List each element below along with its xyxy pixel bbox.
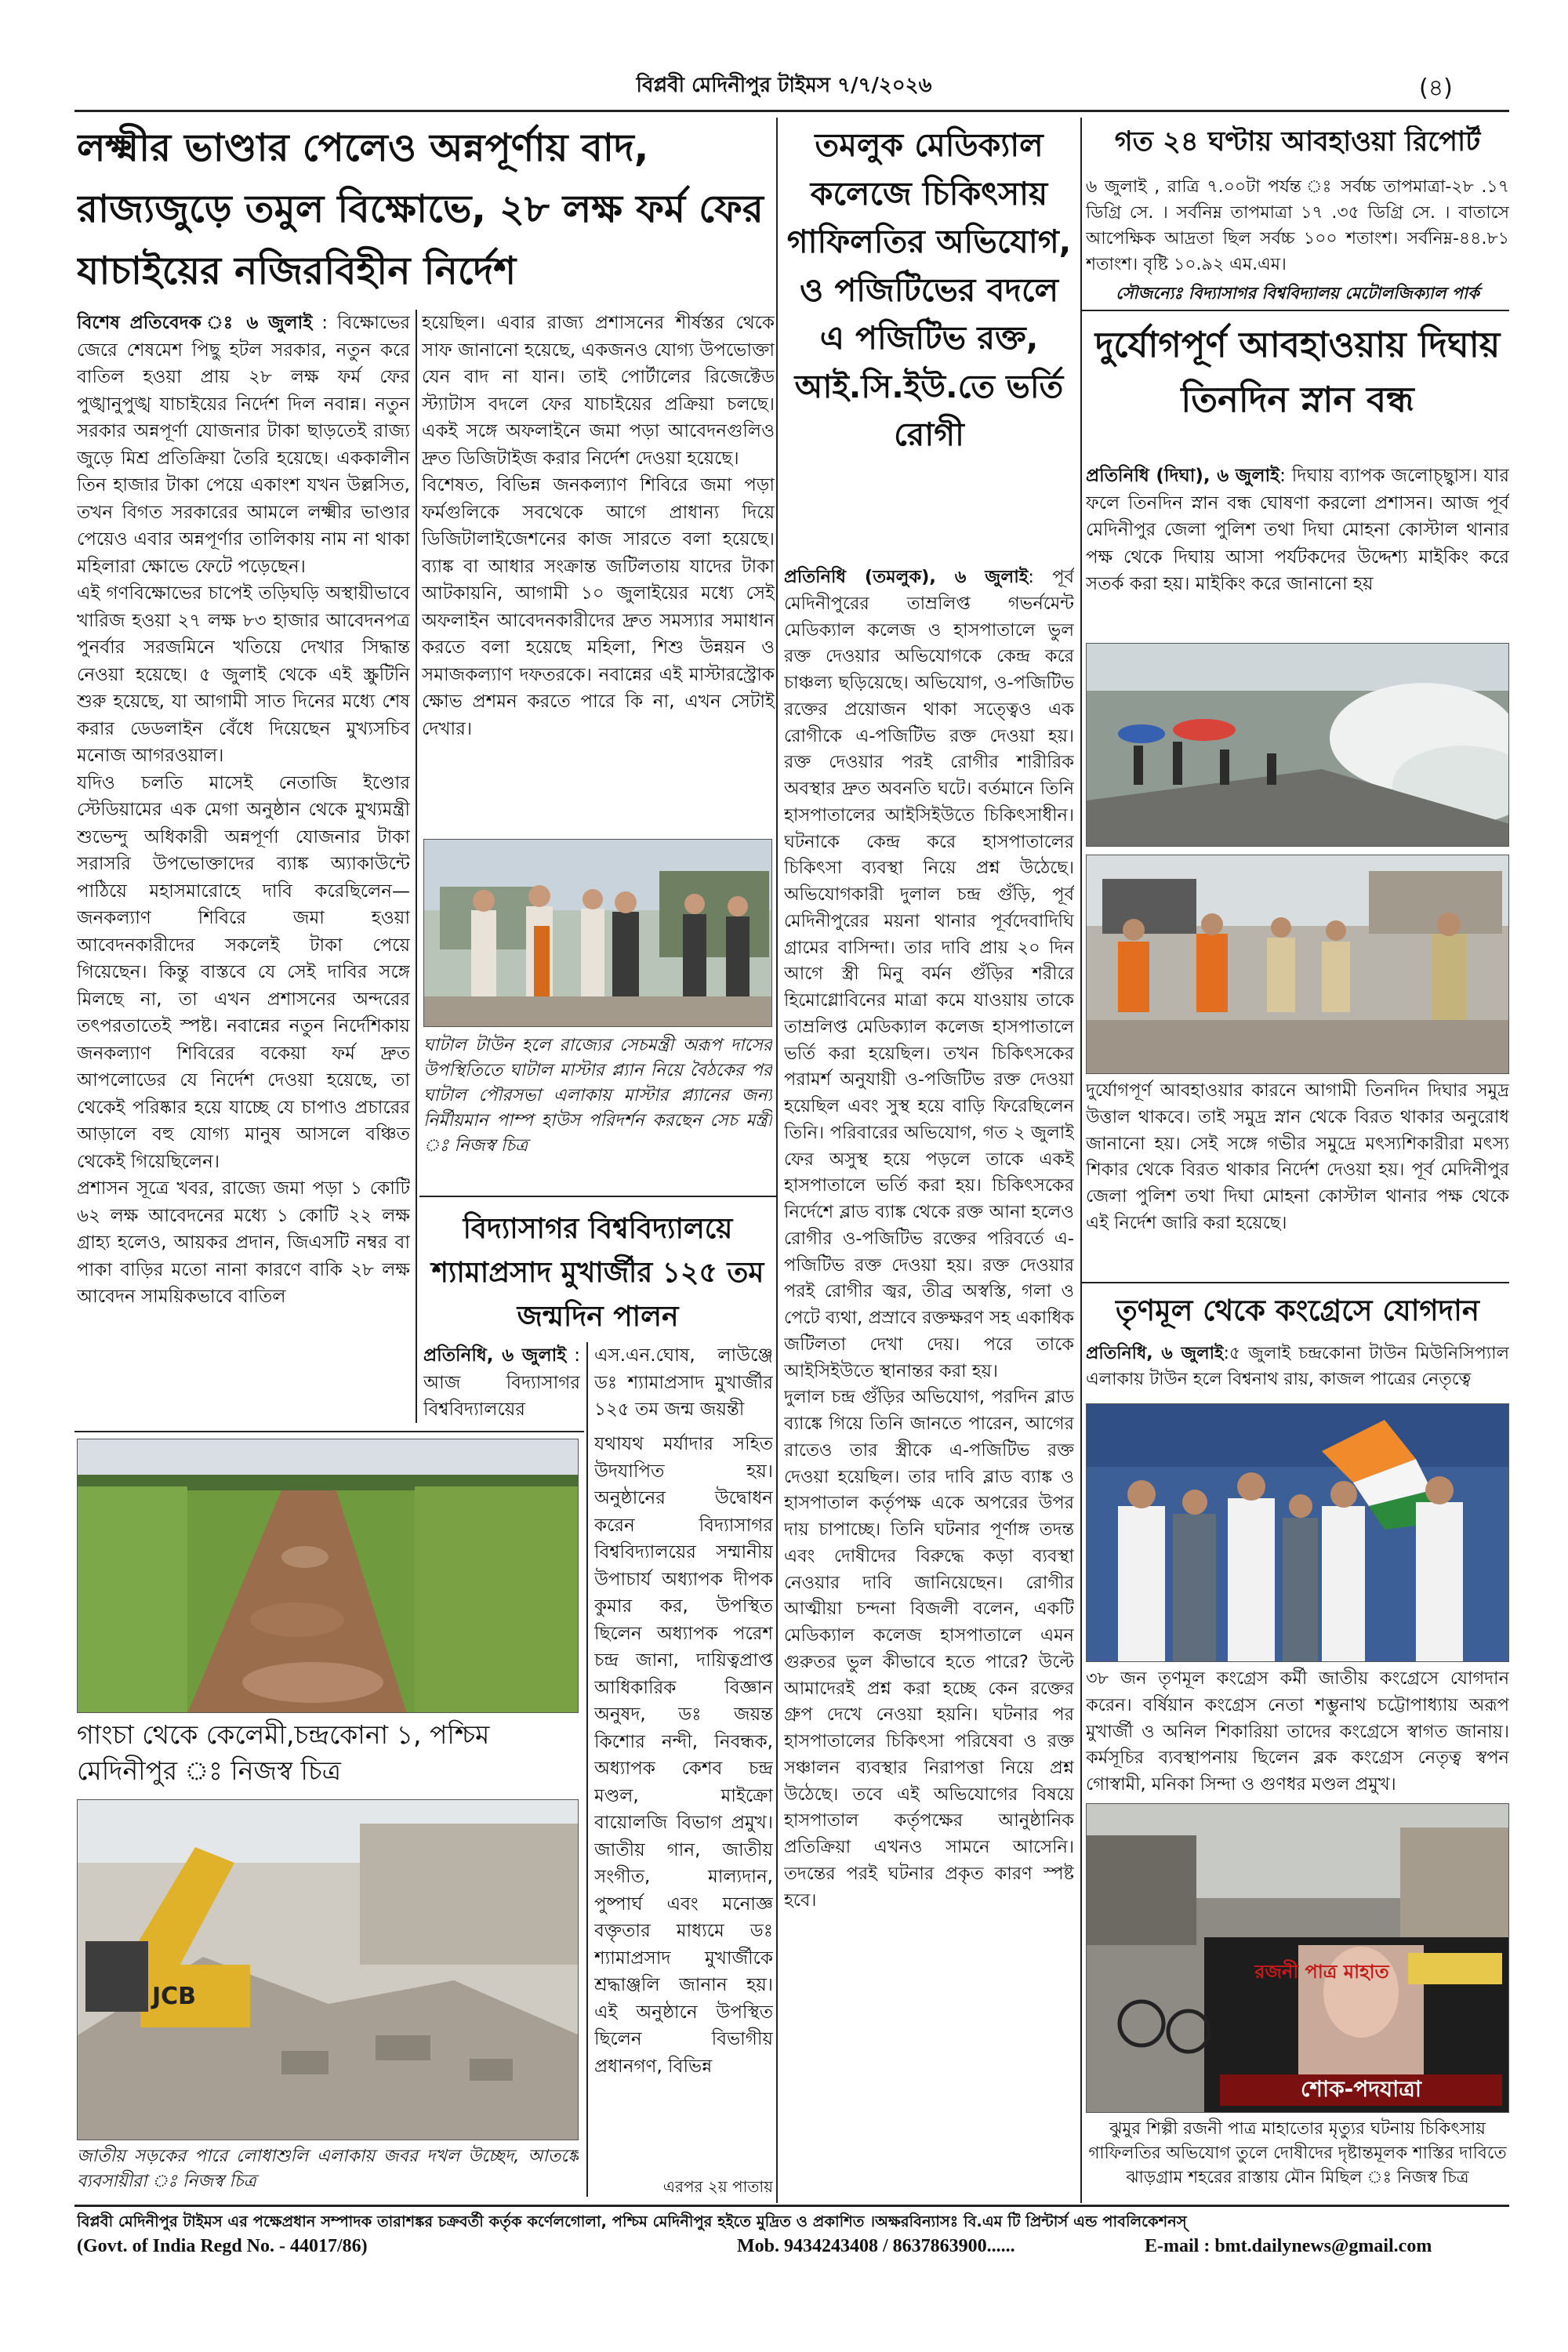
demolition-caption: জাতীয় সড়কের পারে লোধাশুলি এলাকায় জবর দখল উচ্ছেদ, আতঙ্কে ব্যবসায়ীরা ঃ নিজস্ব চিত্র (77, 2147, 579, 2191)
vidyasagar-left-text: : আজ বিদ্যাসাগর বিশ্ববিদ্যালয়ের (423, 1345, 580, 1420)
lead-byline: বিশেষ প্রতিবেদক ঃ ৬ জুলাই (77, 313, 313, 333)
lead-col1-text: : বিক্ষোভের জেরে শেষমেশ পিছু হটল সরকার, নতুন করে বাতিল হওয়া প্রায় ২৮ লক্ষ ফর্ম ফের পুঙ্খানুপুঙ্খ যাচাইয়ের নির্দেশ দিল নবান্ন। নতুন সরকার অন্নপূর্ণা যোজনার টাকা ছাড়তেই রাজ্য জুড়ে মিশ্র প্রতিক্রিয়া তৈরি হয়েছে। এককালীন তিন হাজার টাকা পেয়ে একাংশ যখন উল্লসিত, তখন বিগত সরকারের আমলে লক্ষ্মীর ভাণ্ডার পেয়েও এবার অন্নপূর্ণার তালিকায় নাম না থাকা মহিলারা ক্ষোভে ফেটে পড়েছেন। এই গণবিক্ষোভের চাপেই তড়িঘড়ি অস্থায়ীভাবে খারিজ হওয়া ২৭ লক্ষ ৮৩ হাজার আবেদনপত্র পুনর্বার সরজমিনে খতিয়ে দেখার সিদ্ধান্ত নেওয়া হয়েছে। ৫ জুলাই থেকে এই স্ক্রুটিনি শুরু হয়েছে, যা আগামী সাত দিনের মধ্যে শেষ করার ডেডলাইন বেঁধে দিয়েছেন মুখ্যসচিব মনোজ আগরওয়াল। যদিও চলতি মাসেই নেতাজি ইণ্ডোর স্টেডিয়ামের এক মেগা অনুষ্ঠান থেকে মুখ্যমন্ত্রী শুভেন্দু অধিকারী অন্নপূর্ণা যোজনার টাকা সরাসরি উপভোক্তাদের ব্যাঙ্ক অ্যাকাউন্টে পাঠিয়ে মহাসমারোহে দাবি করেছিলেন— জনকল্যাণ শিবিরে জমা হওয়া আবেদনকারীদের সকলেই টাকা পেয়ে গিয়েছেন। কিন্তু বাস্তবে যে সেই দাবির সঙ্গে মিলছে না, তা এখন প্রশাসনের অন্দরের তৎপরতাতেই স্পষ্ট। নবান্নের নতুন নির্দেশিকায় জনকল্যাণ শিবিরের বকেয়া ফর্ম দ্রুত আপলোডের যে নির্দেশ দেওয়া হয়েছে, তা থেকেই পরিষ্কার হয়ে যাচ্ছে যে চাপাও প্রচারের আড়ালে বহু যোগ্য মানুষ আসলে বঞ্চিত থেকেই গিয়েছিলেন। প্রশাসন সূত্রে খবর, রাজ্যে জমা পড়া ১ কোটি ৬২ লক্ষ আবেদনের মধ্যে ১ কোটি ২২ লক্ষ গ্রাহ্য হলেও, আয়কর প্রদান, জিএসটি নম্বর বা পাকা বাড়ির মতো নানা কারণে বাকি ২৮ লক্ষ আবেদন সাময়িকভাবে বাতিল (77, 313, 410, 1307)
procession-photo (1086, 1803, 1509, 2113)
ghatal-photo (423, 839, 772, 1027)
tamluk-byline: প্রতিনিধি (তমলুক), ৬ জুলাই (784, 567, 1029, 587)
weather-body: ৬ জুলাই , রাত্রি ৭.০০টা পর্যন্ত ঃ সর্বচ্চ তাপমাত্রা-২৮ .১৭ ডিগ্রি সে. । সর্বনিম্ন তাপমাত্রা ১৭ .৩৫ ডিগ্রি সে. । বাতাসে আপেক্ষিক আদ্রতা ছিল সর্বচ্চ ১০০ শতাংশ। সর্বনিম্ন-৪৪.৮১ শতাংশ। বৃষ্টি ১০.৯২ এম.এম। (1086, 177, 1509, 274)
divider (419, 1196, 776, 1197)
digha-text: : দিঘায় ব্যাপক জলোচ্ছ্বাস। যার ফলে তিনদিন স্নান বন্ধ ঘোষণা করলো প্রশাসন। আজ পূর্ব মেদিনীপুর জেলা পুলিশ তথা দিঘা মোহনা কোস্টাল থানার পক্ষ থেকে দিঘায় আসা পর্যটকদের উদ্দেশ্য মাইকিং করে সতর্ক করা হয়। মাইকিং করে জানানো হয় (1086, 466, 1509, 594)
road-caption: গাংচা থেকে কেলেমী,চন্দ্রকোনা ১, পশ্চিম মেদিনীপুর ঃ নিজস্ব চিত্র (77, 1719, 490, 1787)
digha-byline: প্রতিনিধি (দিঘা), ৬ জুলাই (1086, 466, 1280, 486)
lead-col1-end (77, 1342, 410, 1421)
banner-title: রজনী পাত্র মাহাত (1254, 1961, 1389, 1983)
congress-photo (1086, 1403, 1509, 1662)
weather-headline: গত ২৪ ঘণ্টায় আবহাওয়া রিপোর্ট (1114, 126, 1481, 158)
footer-imprint: বিপ্লবী মেদিনীপুর টাইমস এর পক্ষেপ্রধান সম্পাদক তারাশঙ্কর চক্রবর্তী কর্তৃক কর্ণেলগোলা, পশ্চিম মেদিনীপুর হইতে মুদ্রিত ও প্রকাশিত ।অক্ষরবিন্যাসঃ বি.এম টি প্রিন্টার্স এন্ড পাবলিকেশনস্ (77, 2212, 1187, 2230)
digha-body (1086, 463, 1509, 639)
col-rule (1080, 118, 1082, 2203)
divider (1082, 1282, 1509, 1283)
masthead-rule (74, 110, 1509, 112)
footer-mobile: Mob. 9434243408 / 8637863900...... (737, 2236, 1015, 2256)
digha-headline: দুর্যোগপূর্ণ আবহাওয়ায় দিঘায় তিনদিন স্নান বন্ধ (1094, 324, 1501, 420)
lead-headline: লক্ষ্মীর ভাণ্ডার পেলেও অন্নপূর্ণায় বাদ, রাজ্যজুড়ে তমুল বিক্ষোভে, ২৮ লক্ষ ফর্ম ফের যাচাইয়ের নজিরবিহীন নির্দেশ (77, 125, 764, 293)
tamluk-body (784, 564, 1074, 2195)
congress-headline: তৃণমূল থেকে কংগ্রেসে যোগদান (1116, 1294, 1479, 1327)
digha-sea-photo (1086, 643, 1509, 847)
ghatal-caption: ঘাটাল টাউন হলে রাজ্যের সেচমন্ত্রী অরূপ দাসের উপস্থিতিতে ঘাটাল মাস্টার প্ল্যান নিয়ে বৈঠকের পর ঘাটাল পৌরসভা এলাকায় মাস্টার প্ল্যানের জন্য নির্মীয়মান পাম্প হাউস পরিদর্শন করছেন সেচ মন্ত্রী ঃ নিজস্ব চিত্র (423, 1036, 772, 1156)
page-number: (৪) (1419, 74, 1453, 102)
banner-bottom: শোক-পদযাত্রা (1301, 2076, 1421, 2102)
footer-regd: (Govt. of India Regd No. - 44017/86) (77, 2236, 368, 2256)
congress-text: :৫ জুলাই চন্দ্রকোনা টাউন মিউনিসিপ্যাল এলাকায় টাউন হলে বিশ্বনাথ রায়, কাজল পাত্রের নেতৃত্বে (1086, 1344, 1509, 1389)
vidyasagar-right-text: এস.এন.ঘোষ, লাউঞ্জে ডঃ শ্যামাপ্রসাদ মুখার্জীর ১২৫ তম জন্ম জয়ন্তী (594, 1345, 773, 1420)
road-photo (77, 1439, 579, 1713)
congress-body (1086, 1341, 1509, 1399)
tamluk-headline: তমলুক মেডিক্যাল কলেজে চিকিৎসায় গাফিলতির অভিযোগ, ও পজিটিভের বদলে এ পজিটিভ রক্ত, আই.সি.ইউ.তে ভর্তি রোগী (786, 126, 1072, 453)
col-rule (416, 310, 417, 1423)
congress-byline: প্রতিনিধি, ৬ জুলাই (1086, 1344, 1224, 1363)
vidyasagar-byline: প্রতিনিধি, ৬ জুলাই (423, 1345, 567, 1366)
col-rule (776, 118, 778, 2203)
vidyasagar-body: যথাযথ মর্যাদার সহিত উদযাপিত হয়। অনুষ্ঠানের উদ্বোধন করেন বিদ্যাসাগর বিশ্ববিদ্যালয়ের সম্মানীয় উপাচার্য অধ্যাপক দীপক কুমার কর, উপস্থিত ছিলেন অধ্যাপক পরেশ চন্দ্র জানা, দায়িত্বপ্রাপ্ত আধিকারিক বিজ্ঞান অনুষদ, ডঃ জয়ন্ত কিশোর নন্দী, নিবন্ধক, অধ্যাপক কেশব চন্দ্র মণ্ডল, মাইক্রো বায়োলজি বিভাগ প্রমুখ। জাতীয় গান, জাতীয় সংগীত, মাল্যদান, পুষ্পার্ঘ এবং মনোজ্ঞ বক্তৃতার মাধ্যমে ডঃ শ্যামাপ্রসাদ মুখার্জীকে শ্রদ্ধাঞ্জলি জানান হয়। এই অনুষ্ঠানে উপস্থিত ছিলেন বিভাগীয় প্রধানগণ, বিভিন্ন (594, 1434, 773, 2077)
congress-caption: ৩৮ জন তৃণমূল কংগ্রেস কর্মী জাতীয় কংগ্রেসে যোগদান করেন। বর্ষিয়ান কংগ্রেস নেতা শম্ভুনাথ চট্টোপাধ্যায় অরূপ মুখার্জী ও অনিল শিকারিয়া তাদের কংগ্রেসে স্বাগত জানায়। কর্মসূচির ব্যবস্থাপনায় ছিলেন ব্লক কংগ্রেস নেতৃত্ব স্বপন গোস্বামী, মনিকা সিন্দা ও গুণধর মণ্ডল প্রমুখ। (1086, 1668, 1509, 1795)
col-rule (586, 1342, 588, 2197)
footer-rule (74, 2205, 1509, 2207)
vidyasagar-headline: বিদ্যাসাগর বিশ্ববিদ্যালয়ে শ্যামাপ্রসাদ মুখার্জীর ১২৫ তম জন্মদিন পালন (431, 1213, 764, 1333)
tamluk-text: : পূর্ব মেদিনীপুরের তাম্রলিপ্ত গভর্নমেন্ট মেডিক্যাল কলেজ ও হাসপাতালে ভুল রক্ত দেওয়ার অভিযোগকে কেন্দ্র করে চাঞ্চল্য ছড়িয়েছে। অভিযোগ, ও-পজিটিভ রক্তের প্রয়োজন থাকা সত্ত্বেও এক রোগীকে এ-পজিটিভ রক্ত দেওয়া হয়। রক্ত দেওয়ার পরই রোগীর শারীরিক অবস্থার দ্রুত অবনতি ঘটে। বর্তমানে তিনি হাসপাতালের আইসিইউতে চিকিৎসাধীন। ঘটনাকে কেন্দ্র করে হাসপাতালের চিকিৎসা ব্যবস্থা নিয়ে প্রশ্ন উঠেছে। অভিযোগকারী দুলাল চন্দ্র গুঁড়ি, পূর্ব মেদিনীপুরের ময়না থানার পূর্বদেবাদিঘি গ্রামের বাসিন্দা। তার দাবি প্রায় ২০ দিন আগে স্ত্রী মিনু বর্মন গুঁড়ির শরীরে হিমোগ্লোবিনের মাত্রা কমে যাওয়ায় তাকে তাম্রলিপ্ত মেডিক্যাল কলেজ হাসপাতালে ভর্তি করা হয়েছিল। তখন চিকিৎসকের পরামর্শ অনুযায়ী ও-পজিটিভ রক্ত দেওয়া হয়েছিল এবং সুস্থ হয়ে বাড়ি ফিরেছিলেন তিনি। পরিবারের অভিযোগ, গত ২ জুলাই ফের অসুস্থ হয়ে পড়লে তাকে একই হাসপাতালে ভর্তি করা হয়। চিকিৎসকের নির্দেশে ব্লাড ব্যাঙ্ক থেকে রক্ত আনা হলেও রোগীর ও-পজিটিভ রক্তের পরিবর্তে এ-পজিটিভ রক্ত দেওয়া হয়। রক্ত দেওয়ার পরই রোগীর জ্বর, তীব্র অস্বস্তি, গলা ও পেটে ব্যথা, প্রস্রাবে রক্তক্ষরণ সহ একাধিক জটিলতা দেখা দেয়। পরে তাকে আইসিইউতে স্থানান্তর করা হয়। দুলাল চন্দ্র গুঁড়ির অভিযোগ, পরদিন ব্লাড ব্যাঙ্কে গিয়ে তিনি জানতে পারেন, আগের রাতেও তার স্ত্রীকে এ-পজিটিভ রক্ত দেওয়া হয়েছিল। তার দাবি ব্লাড ব্যাঙ্ক ও হাসপাতাল কর্তৃপক্ষ একে অপরের উপর দায় চাপাচ্ছে। তিনি ঘটনার পূর্ণাঙ্গ তদন্ত এবং দোষীদের বিরুদ্ধে কড়া ব্যবস্থা নেওয়ার দাবি জানিয়েছেন। রোগীর আত্মীয়া চন্দনা বিজলী বলেন, একটি মেডিক্যাল কলেজ হাসপাতালে এমন গুরুতর ভুল কীভাবে হতে পারে? উল্টে আমাদেরই প্রশ্ন করা হচ্ছে কেন রক্তের গ্রুপ দেখে নেওয়া হয়নি। ঘটনার পর হাসপাতালের চিকিৎসা পরিষেবা ও রক্ত সঞ্চালন ব্যবস্থার নিরাপত্তা নিয়ে প্রশ্ন উঠেছে। তবে এই অভিযোগের বিষয়ে হাসপাতাল কর্তৃপক্ষের আনুষ্ঠানিক প্রতিক্রিয়া এখনও সামনে আসেনি। তদন্তের পরই ঘটনার প্রকৃত কারণ স্পষ্ট হবে। (784, 567, 1074, 1911)
divider (1082, 310, 1509, 311)
weather-credit: সৌজন্যেঃ বিদ্যাসাগর বিশ্ববিদ্যালয় মেটোলজিক্যাল পার্ক (1116, 284, 1479, 303)
digha-caption: দুর্যোগপূর্ণ আবহাওয়ার কারনে আগামী তিনদিন দিঘার সমুদ্র উত্তাল থাকবে। তাই সমুদ্র স্নান থেকে বিরত থাকার অনুরোধ জানানো হয়। সেই সঙ্গে গভীর সমুদ্রে মৎস্যশিকারীরা মৎস্য শিকার থেকে বিরত থাকার নির্দেশ দেওয়া হয়। পূর্ব মেদিনীপুর জেলা পুলিশ তথা দিঘা মোহনা কোস্টাল থানার পক্ষ থেকে এই নির্দেশ জারি করা হয়েছে। (1086, 1080, 1509, 1233)
demolition-photo (77, 1799, 579, 2140)
procession-caption: ঝুমুর শিল্পী রজনী পাত্র মাহাতোর মৃত্যুর ঘটনায় চিকিৎসায় গাফিলতির অভিযোগ তুলে দোষীদের দৃষ্টান্তমূলক শাস্তির দাবিতে ঝাড়গ্রাম শহরের রাস্তায় মৌন মিছিল ঃ নিজস্ব চিত্র (1088, 2119, 1507, 2188)
divider (74, 1431, 584, 1432)
footer-email: E-mail : bmt.dailynews@gmail.com (1145, 2236, 1432, 2256)
digha-miking-photo (1086, 855, 1509, 1074)
masthead-title: বিপ্লবী মেদিনীপুর টাইমস ৭/৭/২০২৬ (636, 74, 932, 97)
lead-story-col2: হয়েছিল। এবার রাজ্য প্রশাসনের শীর্ষস্তর থেকে সাফ জানানো হয়েছে, একজনও যোগ্য উপভোক্তা যেন বাদ না যান। তাই পোর্টালের রিজেক্টেড স্ট্যাটাস বদলে ফের যাচাইয়ের প্রক্রিয়া চলছে। একই সঙ্গে অফলাইনে জমা পড়া আবেদনগুলিও দ্রুত ডিজিটাইজ করার নির্দেশ দেওয়া হয়েছে। বিশেষত, বিভিন্ন জনকল্যাণ শিবিরে জমা পড়া ফর্মগুলিকে সবথেকে আগে প্রাধান্য দিয়ে ডিজিটালাইজেশনের কাজ সারতে বলা হয়েছে। ব্যাঙ্ক বা আধার সংক্রান্ত জটিলতায় যাদের টাকা আটকায়নি, আগামী ১০ জুলাইয়ের মধ্যে সেই অফলাইন আবেদনকারীদের দ্রুত সমস্যার সমাধান করতে বলা হয়েছে মহিলা, শিশু উন্নয়ন ও সমাজকল্যাণ দফতরকে। নবান্নের এই মাস্টারস্ট্রোক ক্ষোভ প্রশমন করতে পারে কি না, এখন সেটাই দেখার। (422, 313, 775, 739)
vidyasagar-intro (423, 1342, 580, 1428)
lead-story-col1 (77, 310, 410, 1419)
jcb-label: JCB (152, 1983, 197, 2010)
continued-note: এরপর ২য় পাতায় (662, 2177, 773, 2196)
